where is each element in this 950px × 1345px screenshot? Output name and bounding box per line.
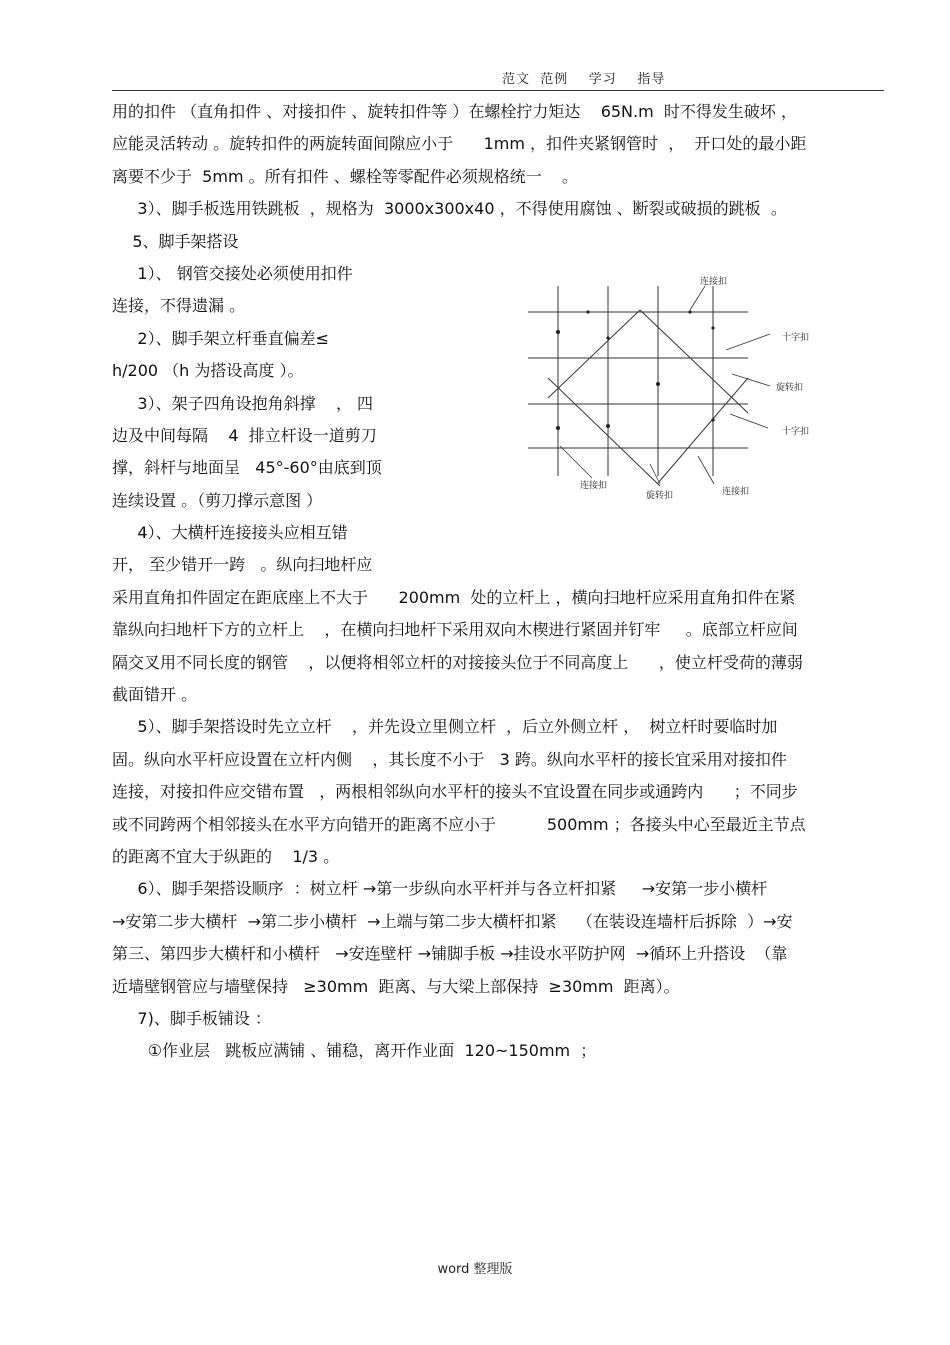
leader-line (732, 374, 770, 386)
text-line: 的距离不宜大于纵距的 1/3 。 (112, 846, 340, 866)
paragraph-item-2 (112, 323, 422, 388)
paragraph-item-7-1 (112, 1035, 884, 1067)
fastener-dot (606, 424, 610, 428)
text-line: 连接，对接扣件应交错布置 ，两根相邻纵向水平杆的接头不宜设置在同步或通跨内 ；不同步 (112, 782, 798, 802)
fastener-dot (556, 330, 560, 334)
text-line: 边及中间每隔 4 排立杆设一道剪刀 (112, 425, 377, 445)
paragraph-item-5 (112, 711, 884, 873)
text-line: 靠纵向扫地杆下方的立杆上 ，在横向扫地杆下采用双向木楔进行紧固并钉牢 。底部立杆应间 (112, 620, 798, 640)
page-header (0, 68, 950, 90)
text-line: 连续设置 。（剪刀撑示意图 ） (112, 490, 323, 510)
paragraph-fastener-spec (112, 96, 884, 193)
text-line: 或不同跨两个相邻接头在水平方向错开的距离不应小于 500mm ；各接头中心至最近主节点 (112, 814, 806, 834)
fastener-dot (556, 426, 560, 430)
text-line: 撑，斜杆与地面呈 45°-60°由底到顶 (112, 458, 382, 478)
text-line: 采用直角扣件固定在距底座上不大于 200mm 处的立杆上 ，横向扫地杆应采用直角扣件在紧 (112, 587, 796, 607)
text-line: 7)、脚手板铺设 ： (112, 1008, 271, 1028)
paragraph-item-7 (112, 1003, 884, 1035)
scissor-brace-diagram (500, 268, 820, 508)
page-footer: word 整理版 (437, 1262, 513, 1277)
leader-line (690, 286, 705, 310)
text-line: 应能灵活转动 。旋转扣件的两旋转面间隙应小于 1mm ，扣件夹紧钢管时 ， 开口处的最小距 (112, 134, 807, 154)
label-cross-clamp: 十字扣 (782, 333, 810, 343)
paragraph-item-1 (112, 258, 422, 323)
text-line: 3）、架子四角设抱角斜撑 ， 四 (112, 393, 374, 413)
section-heading (112, 226, 884, 258)
diagonal-brace (548, 310, 640, 398)
label-connector-clamp: 连接扣 (700, 277, 728, 287)
text-line: 4）、大横杆连接接头应相互错 (112, 523, 348, 543)
diagram-fasteners (556, 310, 715, 430)
fastener-dot (688, 310, 691, 313)
text-line: 固。纵向水平杆应设置在立杆内侧 ，其长度不小于 3 跨。纵向水平杆的接长宜采用对接扣件 (112, 749, 787, 769)
leader-line (698, 456, 714, 484)
fastener-dot (711, 326, 714, 329)
document-body (112, 96, 884, 1068)
text-line: 离要不少于 5mm 。所有扣件 、螺栓等零配件必须规格统一 。 (112, 166, 579, 186)
header-rule (112, 90, 884, 91)
text-line: 第三、第四步大横杆和小横杆 →安连壁杆 →铺脚手板 →挂设水平防护网 →循环上升搭设 （靠 (112, 944, 788, 964)
diagonal-brace (658, 378, 748, 483)
fastener-dot (656, 382, 660, 386)
label-connector-clamp: 连接扣 (722, 487, 750, 497)
text-line: 隔交叉用不同长度的钢管 ，以便将相邻立杆的对接接头位于不同高度上 ，使立杆受荷的薄弱 (112, 652, 803, 672)
text-line: 5）、脚手架搭设时先立立杆 ，并先设立里侧立杆 ，后立外侧立杆 ， 树立杆时要临时加 (112, 717, 778, 737)
header-text: 范文 范例 学习 指导 (502, 72, 666, 87)
text-line: 6）、脚手架搭设顺序 ：树立杆 →第一步纵向水平杆并与各立杆扣紧 →安第一步小横杆 (112, 879, 768, 899)
text-line: 开， 至少错开一跨 。纵向扫地杆应 (112, 555, 373, 575)
label-swivel-clamp: 旋转扣 (646, 491, 674, 501)
leader-line (560, 446, 592, 478)
paragraph-item-6 (112, 873, 884, 1003)
paragraph-item-4 (112, 517, 884, 711)
text-line: 2）、脚手架立杆垂直偏差≤ (112, 328, 330, 348)
diagram-labels (580, 275, 809, 501)
text-line: ①作业层 跳板应满铺 、铺稳，离开作业面 120~150mm ； (112, 1041, 597, 1061)
fastener-dot (711, 418, 714, 421)
text-line: 连接，不得遗漏 。 (112, 296, 246, 316)
text-line: 用的扣件 （直角扣件 、对接扣件 、旋转扣件等 ）在螺栓拧力矩达 65N.m 时不得发生破坏 ， (112, 102, 797, 121)
text-line: 3）、脚手板选用铁跳板 ，规格为 3000x300x40 ，不得使用腐蚀 、断裂或破损的跳板 。 (112, 199, 787, 219)
leader-line (730, 414, 768, 428)
text-line: 1）、 钢管交接处必须使用扣件 (112, 263, 353, 283)
fastener-dot (606, 336, 609, 339)
label-cross-clamp: 十字扣 (782, 427, 810, 437)
text-line: 近墙壁钢管应与墙壁保持 ≥30mm 距离、与大梁上部保持 ≥30mm 距离）。 (112, 976, 680, 996)
text-line: →安第二步大横杆 →第二步小横杆 →上端与第二步大横杆扣紧 （在装设连墙杆后拆除 ）→安 (112, 911, 793, 931)
text-line: 5、脚手架搭设 (112, 231, 239, 251)
diagram-braces (548, 310, 748, 486)
text-line: h/200 （h 为搭设高度 ）。 (112, 361, 304, 381)
label-swivel-clamp: 旋转扣 (776, 383, 804, 393)
label-connector-clamp: 连接扣 (580, 481, 608, 491)
paragraph-scaffold-board (112, 193, 884, 225)
diagonal-brace (548, 378, 660, 486)
leader-line (726, 334, 770, 350)
fastener-dot (586, 310, 589, 313)
paragraph-item-3 (112, 388, 422, 518)
text-line: 截面错开 。 (112, 685, 198, 705)
diagram-leader-lines (560, 286, 770, 484)
